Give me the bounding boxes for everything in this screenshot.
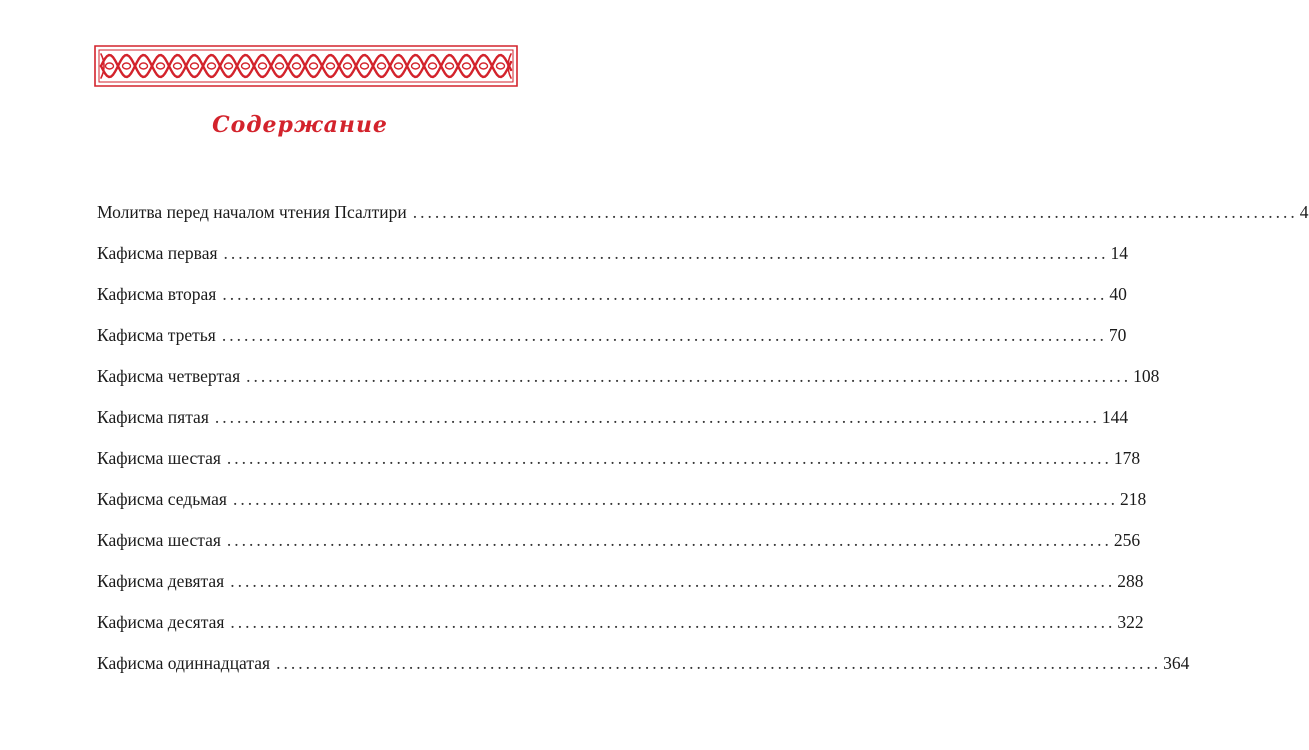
toc-entry-label: Кафисма шестая: [97, 448, 221, 468]
toc-entry-label: Кафисма вторая: [97, 284, 217, 304]
toc-entry: [97, 479, 1147, 520]
toc-entry-page-number: 288: [1117, 571, 1144, 591]
toc-entry: [97, 438, 1141, 479]
toc-entry-page-number: 364: [1163, 653, 1190, 673]
toc-entry-page-number: 14: [1110, 243, 1129, 263]
toc-entry-label: Кафисма пятая: [97, 407, 209, 427]
toc-entry-page-number: 4: [1299, 202, 1309, 222]
dot-leader: ........................................................................................................................: [276, 653, 1162, 673]
page-title: Содержание: [212, 112, 388, 138]
dot-leader: ........................................................................................................................: [246, 366, 1132, 386]
toc-entry: [97, 233, 1129, 274]
toc-entry-label: Кафисма девятая: [97, 571, 225, 591]
dot-leader: ........................................................................................................................: [214, 407, 1100, 427]
dot-leader: ........................................................................................................................: [226, 530, 1112, 550]
interlace-ornament-icon: [93, 44, 519, 88]
toc-entry-label: Кафисма первая: [97, 243, 218, 263]
toc-entry-label: Кафисма третья: [97, 325, 216, 345]
dot-leader: ........................................................................................................................: [226, 448, 1112, 468]
toc-entry: [97, 356, 1160, 397]
dot-leader: ........................................................................................................................: [232, 489, 1118, 509]
toc-entry: [97, 520, 1141, 561]
toc-entry-page-number: 40: [1109, 284, 1127, 304]
dot-leader: ........................................................................................................................: [230, 612, 1116, 632]
toc-entry-page-number: 108: [1133, 366, 1160, 386]
toc-entry-label: Кафисма одиннадцатая: [97, 653, 271, 673]
toc-entry-page-number: 218: [1119, 489, 1147, 509]
toc-entry: [97, 192, 1309, 233]
toc-entry-page-number: 70: [1108, 325, 1127, 345]
toc-entry: [97, 643, 1190, 684]
dot-leader: ........................................................................................................................: [223, 243, 1109, 263]
toc-entry-label: Кафисма четвертая: [97, 366, 241, 386]
toc-entry: [97, 274, 1127, 315]
dot-leader: ........................................................................................................................: [221, 325, 1107, 345]
dot-leader: ........................................................................................................................: [412, 202, 1298, 222]
toc-entry-label: Молитва перед началом чтения Псалтири: [97, 202, 407, 222]
toc-entry-page-number: 322: [1117, 612, 1144, 632]
toc-entry: [97, 397, 1129, 438]
toc-entry-label: Кафисма шестая: [97, 530, 221, 550]
toc-entry: [97, 315, 1127, 356]
dot-leader: ........................................................................................................................: [230, 571, 1116, 591]
dot-leader: ........................................................................................................................: [222, 284, 1108, 304]
toc-entry-page-number: 256: [1113, 530, 1141, 550]
toc-entry: [97, 561, 1144, 602]
toc-entry-page-number: 178: [1113, 448, 1141, 468]
toc-entry-label: Кафисма седьмая: [97, 489, 227, 509]
toc-entry-page-number: 144: [1101, 407, 1129, 427]
toc-entry-label: Кафисма десятая: [97, 612, 225, 632]
table-of-contents: [97, 192, 1309, 684]
toc-entry: [97, 602, 1144, 643]
